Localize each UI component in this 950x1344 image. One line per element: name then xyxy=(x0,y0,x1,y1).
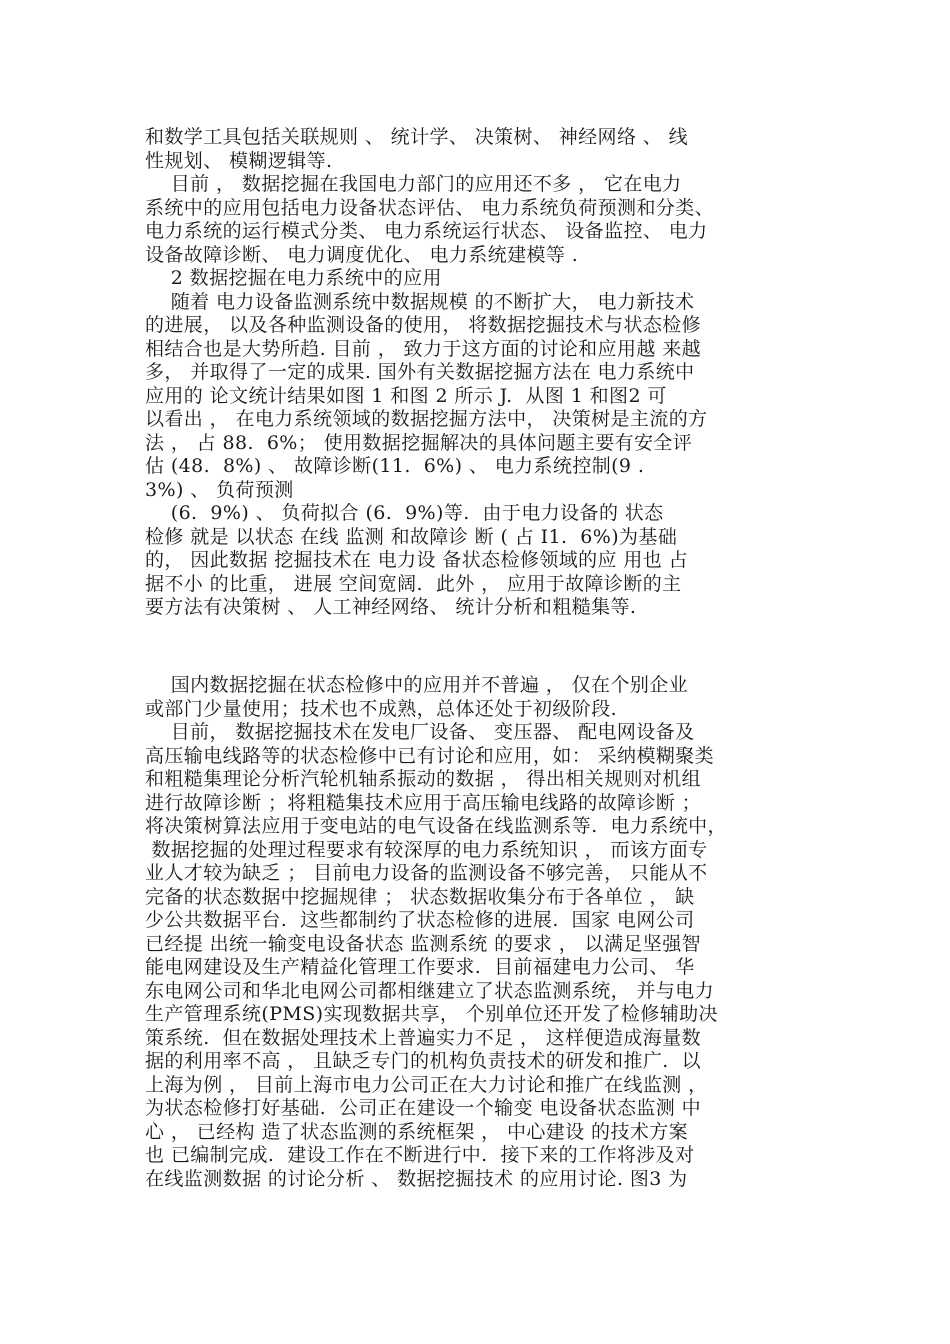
text-line: 2 数据挖掘在电力系统中的应用 xyxy=(145,267,442,289)
text-line: 多， 并取得了一定的成果. 国外有关数据挖掘方法在 电力系统中 xyxy=(145,361,695,383)
text-line: 能电网建设及生产精益化管理工作要求. 目前福建电力公司、 华 xyxy=(145,956,695,978)
text-line: 为状态检修打好基础. 公司正在建设一个输变 电设备状态监测 中 xyxy=(145,1097,701,1119)
text-line: 将决策树算法应用于变电站的电气设备在线监测系等. 电力系统中， xyxy=(145,815,727,837)
text-line: 心 ， 已经构 造了状态监测的系统框架 ， 中心建设 的技术方案 xyxy=(145,1120,689,1143)
text-line: 目前， 数据挖掘技术在发电厂设备、 变压器、 配电网设备及 xyxy=(145,721,695,743)
text-line: 据不小 的比重， 进展 空间宽阔. 此外 ， 应用于故障诊断的主 xyxy=(145,572,682,595)
text-line: 在线监测数据 的讨论分析 、 数据挖掘技术 的应用讨论. 图3 为 xyxy=(145,1167,688,1190)
text-line: 进行故障诊断 ；将粗糙集技术应用于高压输电线路的故障诊断 ； xyxy=(145,791,702,814)
text-line: 相结合也是大势所趋. 目前 ， 致力于这方面的讨论和应用越 来越 xyxy=(145,337,701,360)
text-line: 电力系统的运行模式分类、 电力系统运行状态、 设备监控、 电力 xyxy=(145,220,708,242)
text-block-bottom xyxy=(145,674,815,1191)
text-line: 国内数据挖掘在状态检修中的应用并不普遍 ， 仅在个别企业 xyxy=(145,674,689,696)
text-line: 检修 就是 以状态 在线 监测 和故障诊 断 ( 占 I1. 6%)为基础 xyxy=(145,525,678,548)
text-line: 的进展， 以及各种监测设备的使用， 将数据挖掘技术与状态检修 xyxy=(145,314,702,336)
text-line: 据的利用率不高 ， 且缺乏专门的机构负责技术的研发和推广. 以 xyxy=(145,1050,701,1072)
text-line: 以看出 ， 在电力系统领域的数据挖掘方法中， 决策树是主流的方 xyxy=(145,408,708,430)
text-line: 设备故障诊断、 电力调度优化、 电力系统建模等 . xyxy=(145,243,579,266)
text-line: 高压输电线路等的状态检修中已有讨论和应用，如： 采纳模糊聚类 xyxy=(145,744,715,767)
text-line: 和数学工具包括关联规则 、 统计学、 决策树、 神经网络 、 线 xyxy=(145,126,689,148)
text-line: 策系统. 但在数据处理技术上普遍实力不足 ， 这样便造成海量数 xyxy=(145,1026,701,1049)
text-line: 生产管理系统(PMS)实现数据共享， 个别单位还开发了检修辅助决 xyxy=(145,1003,718,1025)
text-line: 要方法有决策树 、 人工神经网络、 统计分析和粗糙集等. xyxy=(145,596,637,618)
text-line: 东电网公司和华北电网公司都相继建立了状态监测系统， 并与电力 xyxy=(145,979,715,1002)
text-line: 的， 因此数据 挖掘技术在 电力设 备状态检修领域的应 用也 占 xyxy=(145,549,689,571)
text-line: (6. 9%) 、 负荷拟合 (6. 9%)等. 由于电力设备的 状态 xyxy=(145,502,664,524)
text-line: 和粗糙集理论分析汽轮机轴系振动的数据 ， 得出相关规则对机组 xyxy=(145,768,702,790)
text-line: 上海为例 ， 目前上海市电力公司正在大力讨论和推广在线监测 ， xyxy=(145,1073,708,1096)
text-block-top xyxy=(145,126,815,620)
text-line: 系统中的应用包括电力设备状态评估、 电力系统负荷预测和分类、 xyxy=(145,196,715,219)
text-line: 业人才较为缺乏 ； 目前电力设备的监测设备不够完善， 只能从不 xyxy=(145,862,708,884)
text-line: 估 (48. 8%) 、 故障诊断(11. 6%) 、 电力系统控制(9 . xyxy=(145,455,645,477)
text-line: 完备的状态数据中挖掘规律 ； 状态数据收集分布于各单位 ， 缺 xyxy=(145,885,695,908)
text-line: 少公共数据平台. 这些都制约了状态检修的进展. 国家 电网公司 xyxy=(145,909,695,931)
text-line: 或部门少量使用；技术也不成熟，总体还处于初级阶段. xyxy=(145,697,618,720)
text-line: 法 ， 占 88. 6%； 使用数据挖掘解决的具体问题主要有安全评 xyxy=(145,431,693,454)
text-line: 也 已编制完成. 建设工作在不断进行中. 接下来的工作将涉及对 xyxy=(145,1144,695,1166)
text-line: 3%) 、 负荷预测 xyxy=(145,478,294,501)
text-line: 数据挖掘的处理过程要求有较深厚的电力系统知识 ， 而该方面专 xyxy=(145,838,708,861)
text-line: 性规划、 模糊逻辑等. xyxy=(145,149,333,172)
text-line: 目前 ， 数据挖掘在我国电力部门的应用还不多 ， 它在电力 xyxy=(145,173,682,195)
text-line: 应用的 论文统计结果如图 1 和图 2 所示 J. 从图 1 和图2 可 xyxy=(145,384,667,407)
text-line: 随着 电力设备监测系统中数据规模 的不断扩大， 电力新技术 xyxy=(145,290,695,313)
text-line: 已经提 出统一输变电设备状态 监测系统 的要求 ， 以满足坚强智 xyxy=(145,932,701,955)
